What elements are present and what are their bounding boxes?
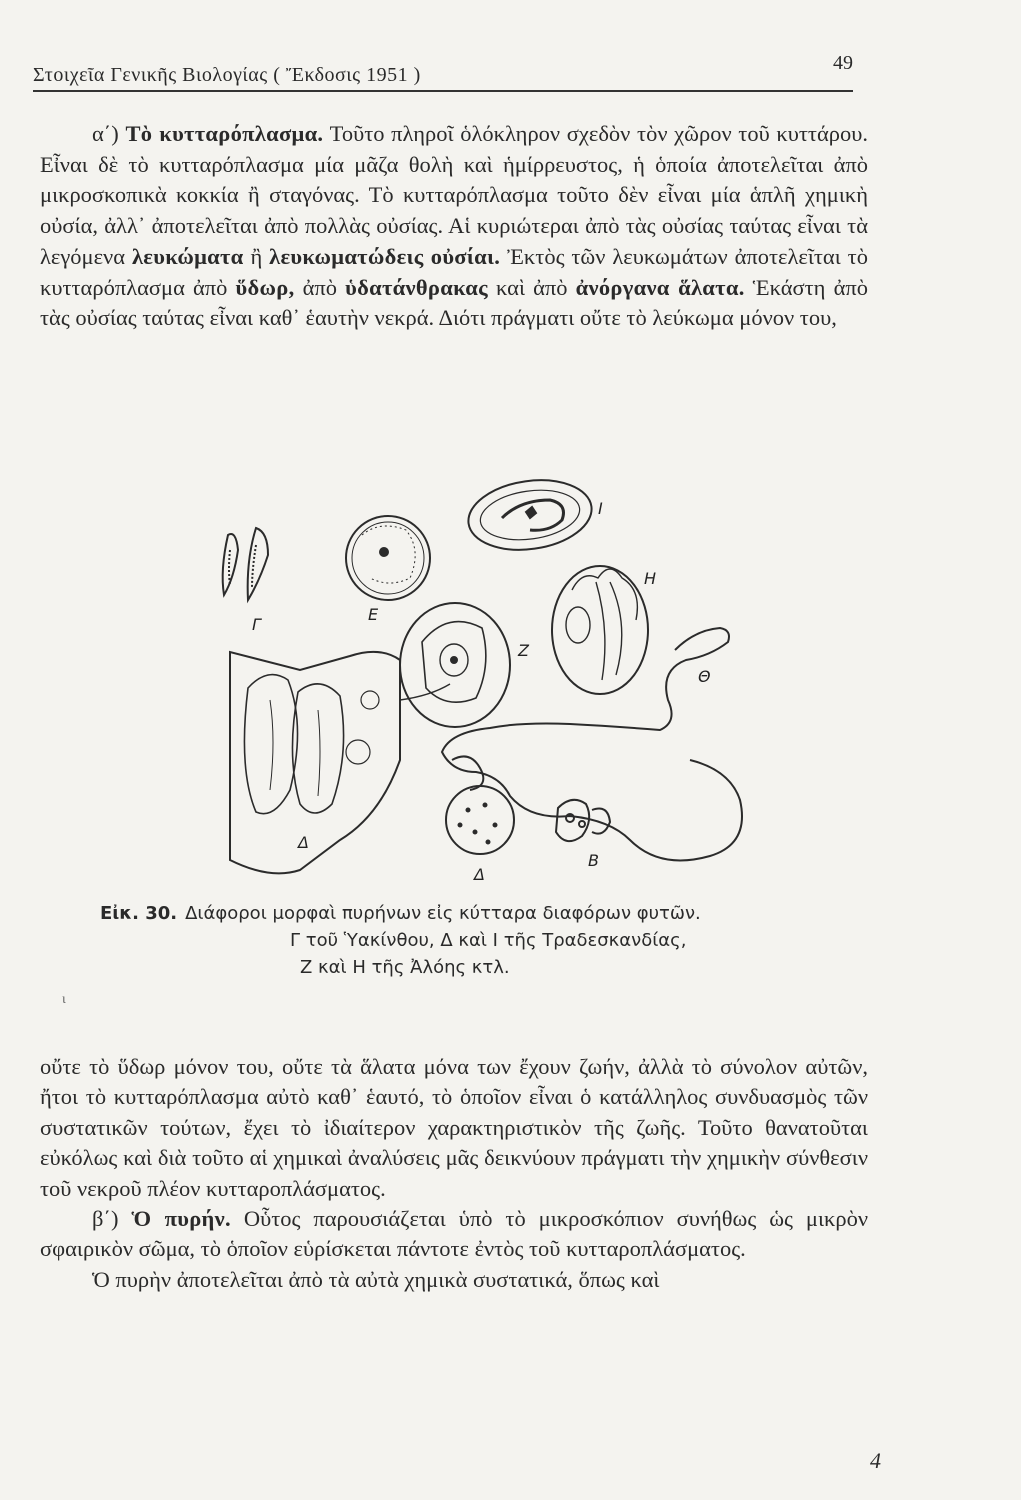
text-run: Τοῦτο πληροῖ ὁλόκληρον σχεδὸν τὸν χῶρον τοῦ κυττάρου. Εἶναι δὲ τὸ κυτταρόπλασμα μία μᾶζα θολὴ καὶ ἡμίρρευστος, ἡ ὁποία ἀποτελεῖται ἀπὸ μικροσκοπικὰ κοκκία ἢ σταγόνας. Τὸ κυτταρόπλασμα τοῦτο δὲν εἶναι μία ἁπλῆ χημικὴ οὐσία, ἀλλ᾽ ἀποτελεῖται ἀπὸ πολλὰς οὐσίας. Αἱ κυριώτεραι ἀπὸ τὰς οὐσίας ταύτας εἶναι τὰ λεγόμενα xyxy=(40,121,868,269)
cell-H xyxy=(552,566,648,694)
caption-line-3: Ζ καὶ Η τῆς Ἀλόης κτλ. xyxy=(300,957,510,978)
label-H: H xyxy=(644,569,657,588)
page-number: 49 xyxy=(833,52,853,74)
text-run: ἢ xyxy=(243,243,270,269)
cell-D xyxy=(230,652,450,874)
caption-text-1: Διάφοροι μορφαὶ πυρήνων εἰς κύτταρα διαφόρων φυτῶν. xyxy=(185,903,701,924)
paragraph-nucleus xyxy=(40,1204,868,1265)
bold-term: ὑδατάνθρακας xyxy=(345,274,488,300)
label-E: E xyxy=(368,605,379,624)
text-block-bottom xyxy=(40,1052,868,1295)
section-marker-b: β΄) xyxy=(92,1206,132,1232)
text-run: Οὗτος παρουσιάζεται ὑπὸ τὸ μικροσκόπιον συνήθως ὡς μικρὸν σφαιρικὸν σῶμα, τὸ ὁποῖον εὑρίσκεται πάντοτε ἐντὸς τοῦ κυτταροπλάσματος. xyxy=(40,1206,868,1262)
caption-line-1 xyxy=(100,900,860,927)
bold-term: ὕδωρ, xyxy=(235,274,295,300)
bold-term: λευκωματώδεις οὐσίαι. xyxy=(269,243,501,269)
cell-TH xyxy=(442,628,742,860)
label-I: I xyxy=(598,499,603,518)
label-TH: Θ xyxy=(698,667,711,686)
paragraph-final: Ὁ πυρὴν ἀποτελεῖται ἀπὸ τὰ αὐτὰ χημικὰ συστατικά, ὅπως καὶ xyxy=(92,1266,660,1292)
label-B: B xyxy=(588,851,599,870)
paragraph-cytoplasm xyxy=(40,119,868,334)
signature-mark: 4 xyxy=(870,1448,881,1473)
cell-I xyxy=(464,473,596,558)
cell-Z xyxy=(400,603,510,727)
cell-D2 xyxy=(446,786,514,854)
text-run: καὶ ἀπὸ xyxy=(487,274,576,300)
bold-term: ἀνόργανα ἅλατα. xyxy=(575,274,745,300)
cell-G xyxy=(223,528,268,600)
running-header xyxy=(33,50,853,92)
label-D1: Δ xyxy=(298,833,309,852)
nucleus-illustration xyxy=(190,460,790,900)
header-title: Στοιχεῖα Γενικῆς Βιολογίας ( Ἔκδοσις 1951 ) xyxy=(33,64,421,86)
stray-mark: ι xyxy=(62,992,66,1007)
bold-term: λευκώματα xyxy=(131,243,244,269)
caption-line-2: Γ τοῦ Ὑακίνθου, Δ καὶ Ι τῆς Τραδεσκανδίας, xyxy=(290,930,687,951)
section-heading-nucleus: Ὁ πυρήν. xyxy=(131,1206,231,1232)
text-block-top xyxy=(40,119,868,334)
text-run: Ἑκάστη ἀπὸ τὰς οὐσίας ταύτας εἶναι καθ᾽ ἑαυτὴν νεκρά. Διότι πράγματι οὔτε τὸ λεύκωμα μόνον του, xyxy=(40,274,868,331)
cell-E xyxy=(346,516,430,600)
text-run: ἀπὸ xyxy=(294,274,346,300)
cell-B xyxy=(556,800,610,841)
section-marker-a: α΄) xyxy=(92,121,126,146)
figure-caption xyxy=(100,900,860,981)
paragraph-continuation: οὔτε τὸ ὕδωρ μόνον του, οὔτε τὰ ἅλατα μόνα των ἔχουν ζωήν, ἀλλὰ τὸ σύνολον αὐτῶν, ἤτοι τὸ κυτταρόπλασμα αὐτὸ καθ᾽ ἑαυτό, τὸ ὁποῖον εἶναι ὁ κατάλληλος συνδυασμὸς τῶν συστατικῶν τούτων, ἔχει τὸ ἰδιαίτερον χαρακτηριστικὸν τῆς ζωῆς. Τοῦτο θανατοῦται εὐκόλως καὶ διὰ τοῦτο αἱ χημικαὶ ἀναλύσεις μᾶς δεικνύουν πράγματι τὴν χημικὴν σύνθεσιν τοῦ νεκροῦ πλέον κυτταροπλάσματος. xyxy=(40,1054,868,1201)
label-D2: Δ xyxy=(474,865,485,884)
label-G: Γ xyxy=(252,615,261,634)
text-run: Ἐκτὸς τῶν λευκωμάτων ἀποτελεῖται τὸ κυτταρόπλασμα ἀπὸ xyxy=(40,243,868,300)
section-heading-cytoplasm: Τὸ κυτταρόπλασμα. xyxy=(125,121,324,146)
label-Z: Z xyxy=(518,641,529,660)
figure-30 xyxy=(190,460,790,900)
caption-label: Εἰκ. 30. xyxy=(100,903,178,924)
